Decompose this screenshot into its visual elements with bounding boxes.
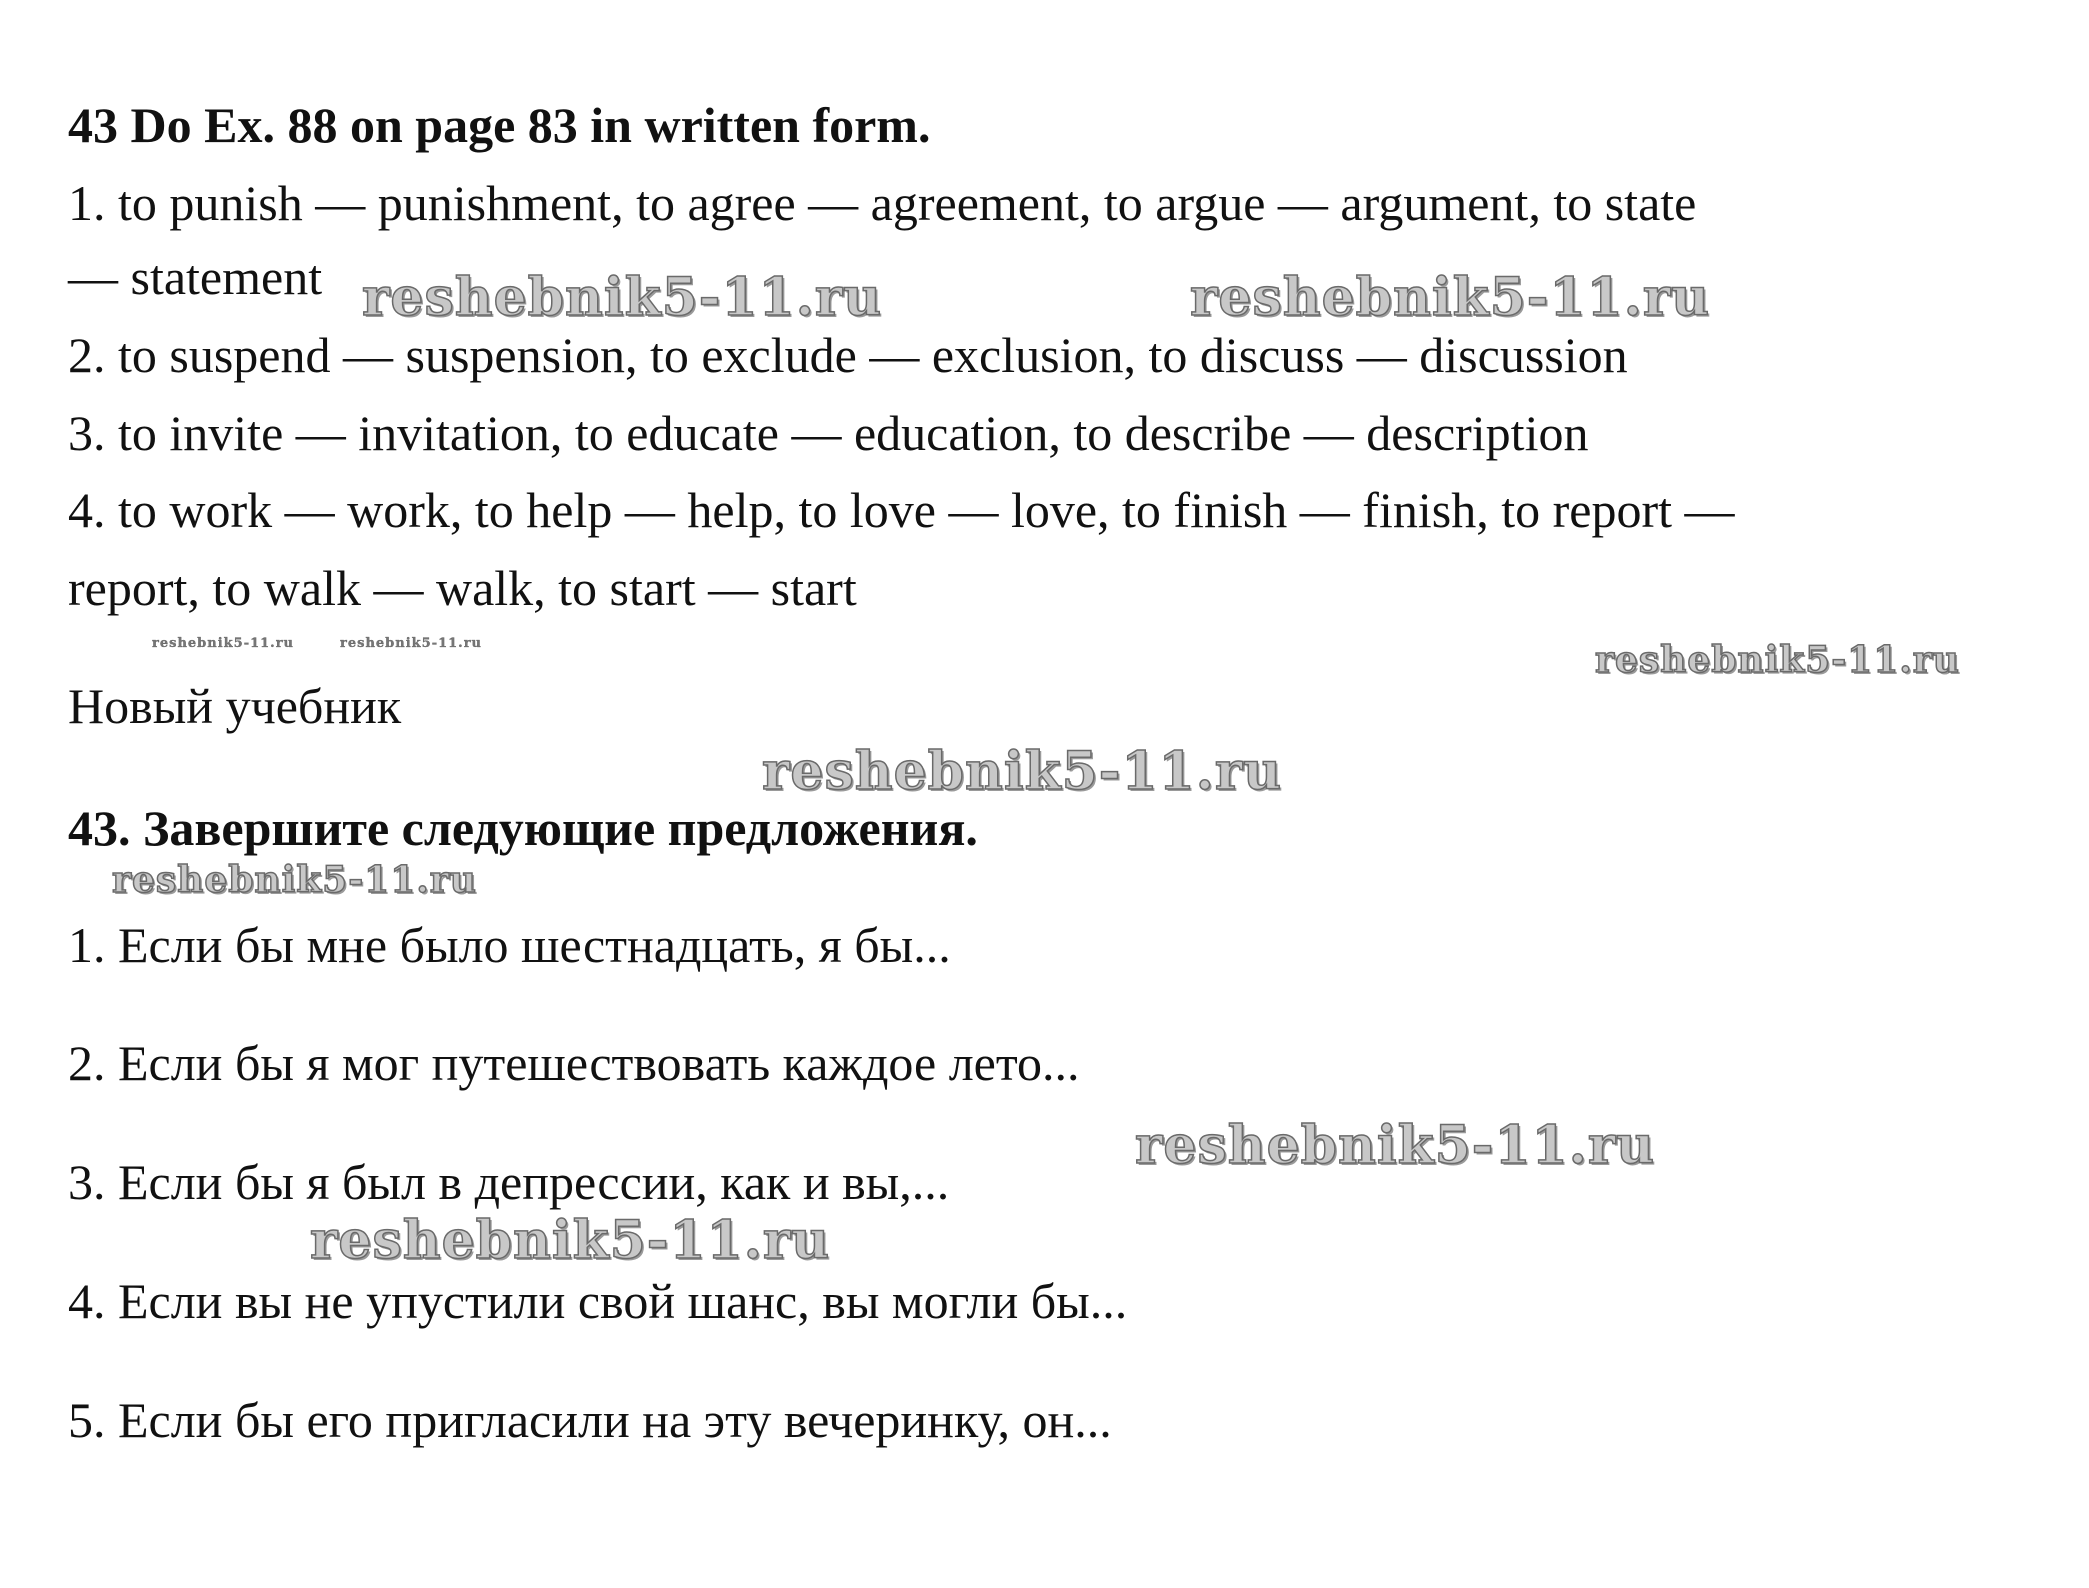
english-line-1-cont: — statement [68, 249, 323, 305]
russian-item-3: 3. Если бы я был в депрессии, как и вы,... [68, 1154, 950, 1210]
russian-exercise-heading: 43. Завершите следующие предложения. [68, 800, 978, 856]
watermark: reshebnik5-11.ru [1135, 1115, 1656, 1176]
english-line-3: 3. to invite — invitation, to educate — education, to describe — description [68, 405, 1589, 461]
watermark: reshebnik5-11.ru [112, 859, 477, 901]
watermark: reshebnik5-11.ru [362, 267, 883, 328]
english-line-4-cont: report, to walk — walk, to start — start [68, 560, 857, 616]
watermark: reshebnik5-11.ru [762, 741, 1283, 802]
english-line-2: 2. to suspend — suspension, to exclude — exclusion, to discuss — discussion [68, 327, 1628, 383]
russian-item-2: 2. Если бы я мог путешествовать каждое лето... [68, 1035, 1080, 1091]
russian-item-4: 4. Если вы не упустили свой шанс, вы могли бы... [68, 1273, 1128, 1329]
new-textbook-label: Новый учебник [68, 678, 402, 734]
english-line-4: 4. to work — work, to help — help, to love — love, to finish — finish, to report — [68, 482, 1735, 538]
english-line-1: 1. to punish — punishment, to agree — agreement, to argue — argument, to state [68, 175, 1697, 231]
russian-item-5: 5. Если бы его пригласили на эту вечеринку, он... [68, 1392, 1112, 1448]
english-exercise-heading: 43 Do Ex. 88 on page 83 in written form. [68, 97, 931, 153]
watermark: reshebnik5-11.ru [152, 636, 295, 651]
watermark: reshebnik5-11.ru [340, 636, 483, 651]
russian-item-1: 1. Если бы мне было шестнадцать, я бы... [68, 917, 951, 973]
watermark: reshebnik5-11.ru [310, 1210, 831, 1271]
watermark: reshebnik5-11.ru [1595, 639, 1960, 681]
watermark: reshebnik5-11.ru [1190, 267, 1711, 328]
